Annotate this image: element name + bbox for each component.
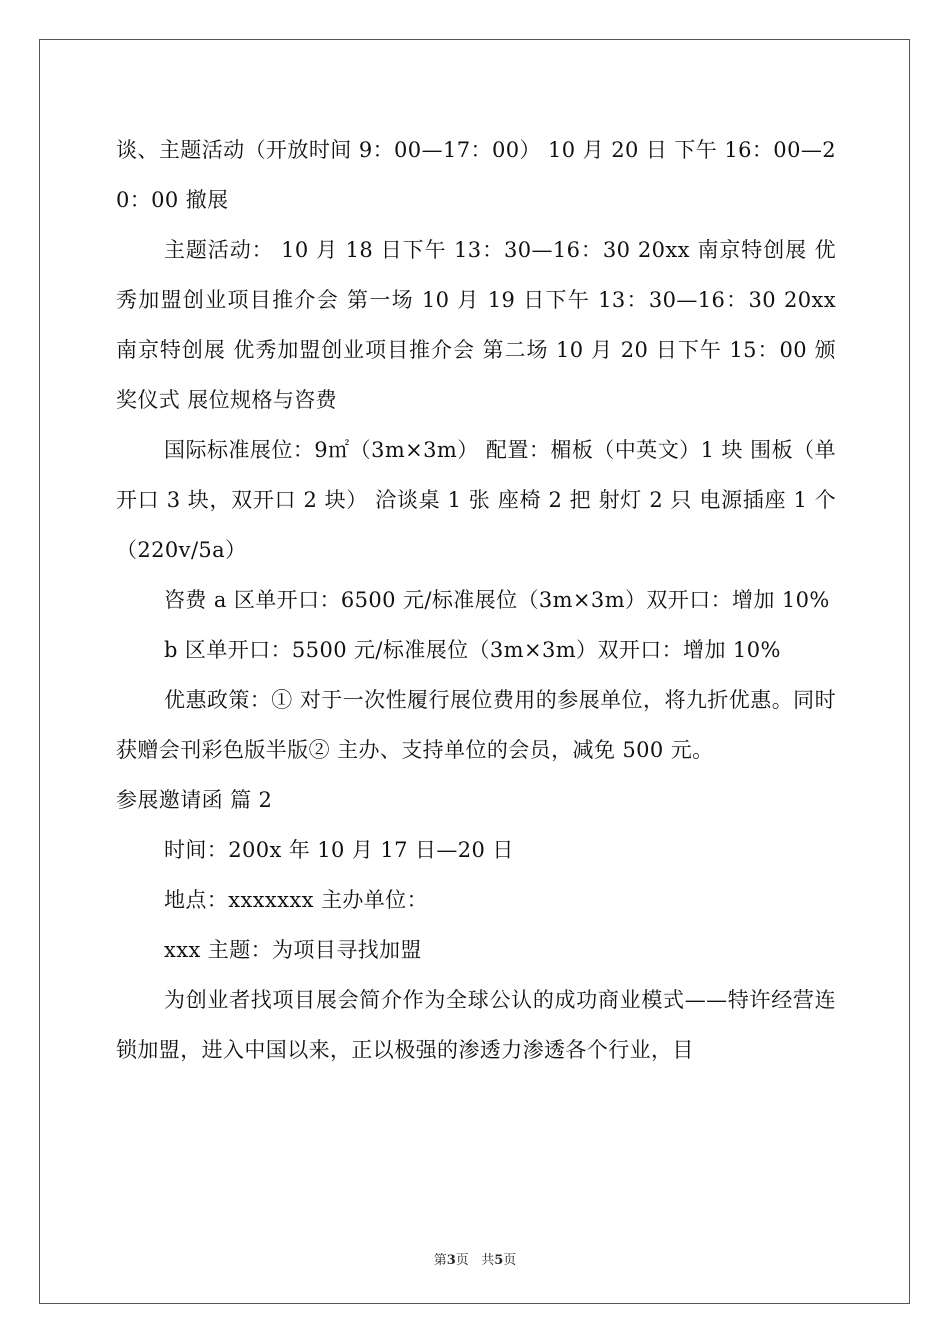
paragraph-6: 优惠政策：① 对于一次性履行展位费用的参展单位，将九折优惠。同时获赠会刊彩色版半版② 主办、支持单位的会员，减免 500 元。 bbox=[116, 688, 836, 762]
footer-total-suffix: 页 bbox=[503, 1253, 517, 1268]
paragraph-1: 谈、主题活动（开放时间 9：00—17：00） 10 月 20 日 下午 16：00—20：00 撤展 bbox=[116, 138, 836, 212]
paragraph-2: 主题活动： 10 月 18 日下午 13：30—16：30 20xx 南京特创展 优秀加盟创业项目推介会 第一场 10 月 19 日下午 13：30—16：30 20xx 南京特创展 优秀加盟创业项目推介会 第二场 10 月 20 日下午 15：00 颁奖仪式 展位规格与咨费 bbox=[116, 238, 836, 412]
footer-page-suffix: 页 bbox=[455, 1253, 469, 1268]
footer-prefix: 第 bbox=[433, 1253, 447, 1268]
page-footer bbox=[0, 1249, 950, 1268]
paragraph-intro: 为创业者找项目展会简介作为全球公认的成功商业模式——特许经营连锁加盟，进入中国以来，正以极强的渗透力渗透各个行业，目 bbox=[116, 988, 836, 1062]
paragraph-time: 时间：200x 年 10 月 17 日—20 日 bbox=[164, 838, 514, 862]
footer-total-pages: 5 bbox=[494, 1253, 504, 1268]
paragraph-4: 咨费 a 区单开口：6500 元/标准展位（3m×3m）双开口：增加 10% bbox=[164, 588, 830, 612]
paragraph-location: 地点：xxxxxxx 主办单位： bbox=[164, 888, 428, 912]
section-heading: 参展邀请函 篇 2 bbox=[116, 788, 273, 812]
paragraph-5: b 区单开口：5500 元/标准展位（3m×3m）双开口：增加 10% bbox=[164, 638, 781, 662]
paragraph-theme: xxx 主题：为项目寻找加盟 bbox=[164, 938, 422, 962]
paragraph-3: 国际标准展位：9㎡（3m×3m） 配置：楣板（中英文）1 块 围板（单开口 3 块，双开口 2 块） 洽谈桌 1 张 座椅 2 把 射灯 2 只 电源插座 1 个（220v/5a） bbox=[116, 438, 836, 562]
footer-page-number: 3 bbox=[446, 1253, 456, 1268]
footer-total-prefix: 共 bbox=[481, 1253, 495, 1268]
document-body bbox=[116, 125, 836, 1075]
